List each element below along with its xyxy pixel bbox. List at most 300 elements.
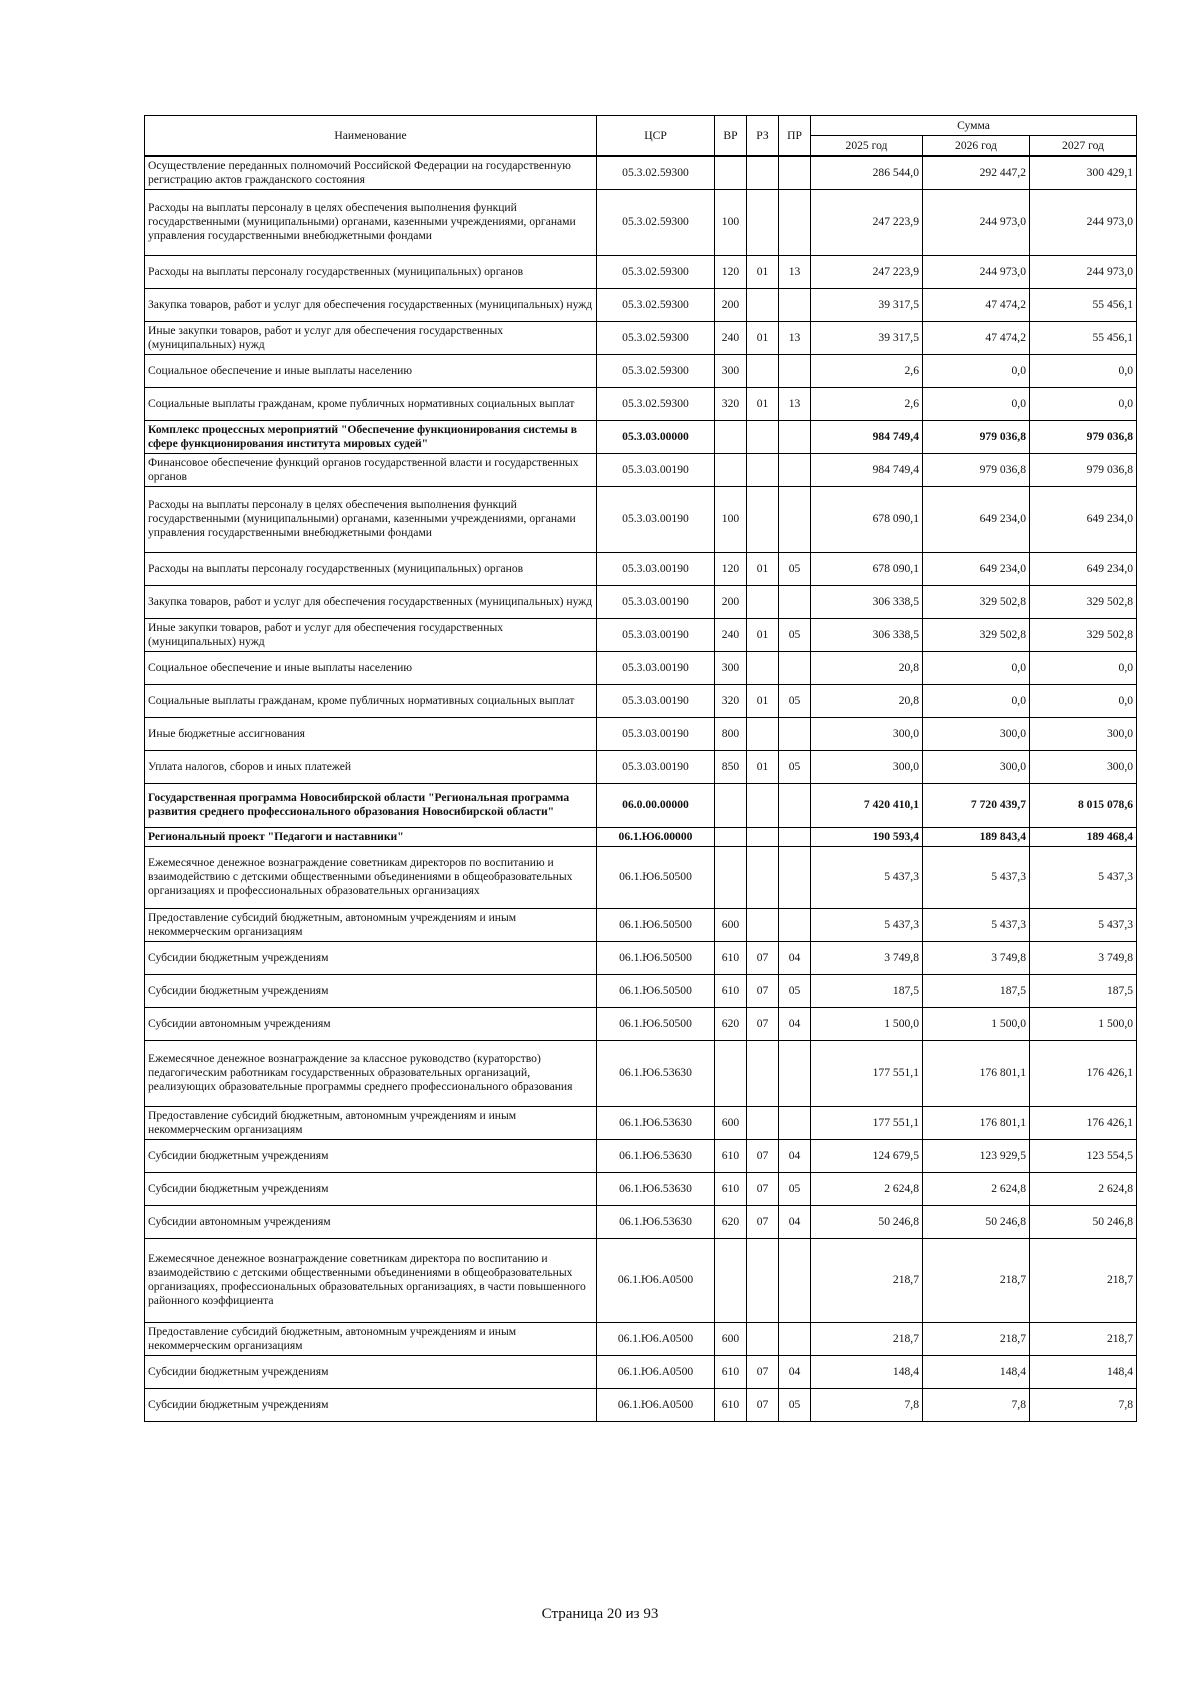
cell-2025: 678 090,1 — [811, 486, 923, 552]
cell-2027: 5 437,3 — [1030, 908, 1137, 941]
cell-2026: 47 474,2 — [923, 321, 1030, 354]
cell-vr: 600 — [715, 908, 747, 941]
cell-vr: 240 — [715, 618, 747, 651]
cell-rz: 01 — [747, 321, 779, 354]
cell-pr: 04 — [779, 941, 811, 974]
cell-name: Расходы на выплаты персоналу в целях обеспечения выполнения функций государственными (муниципальными) органами, казенными учреждениями, органами управления государственными внебюджетными фондами — [145, 486, 597, 552]
cell-vr: 100 — [715, 189, 747, 255]
cell-2027: 55 456,1 — [1030, 288, 1137, 321]
header-sum: Сумма — [811, 116, 1137, 136]
header-year-2026: 2026 год — [923, 136, 1030, 157]
cell-2025: 39 317,5 — [811, 288, 923, 321]
cell-name: Ежемесячное денежное вознаграждение советникам директоров по воспитанию и взаимодействию с детскими общественными объединениями в общеобразовательных организациях и профессиональных образовательных организациях — [145, 846, 597, 908]
cell-2026: 244 973,0 — [923, 189, 1030, 255]
cell-csr: 06.1.Ю6.50500 — [597, 908, 715, 941]
table-row — [145, 1007, 1137, 1040]
cell-pr — [779, 1040, 811, 1106]
cell-name: Расходы на выплаты персоналу в целях обеспечения выполнения функций государственными (муниципальными) органами, казенными учреждениями, органами управления государственными внебюджетными фондами — [145, 189, 597, 255]
cell-pr: 05 — [779, 1172, 811, 1205]
cell-csr: 05.3.03.00190 — [597, 552, 715, 585]
table-row — [145, 651, 1137, 684]
cell-rz — [747, 354, 779, 387]
cell-pr — [779, 783, 811, 827]
cell-rz: 01 — [747, 750, 779, 783]
cell-rz — [747, 1106, 779, 1139]
cell-rz: 01 — [747, 552, 779, 585]
cell-2026: 979 036,8 — [923, 453, 1030, 486]
cell-csr: 05.3.03.00190 — [597, 585, 715, 618]
cell-vr: 300 — [715, 354, 747, 387]
cell-rz: 07 — [747, 1172, 779, 1205]
cell-2026: 148,4 — [923, 1355, 1030, 1388]
cell-vr: 610 — [715, 941, 747, 974]
table-row — [145, 255, 1137, 288]
table-row — [145, 354, 1137, 387]
cell-2027: 0,0 — [1030, 354, 1137, 387]
cell-2027: 0,0 — [1030, 651, 1137, 684]
cell-name: Закупка товаров, работ и услуг для обеспечения государственных (муниципальных) нужд — [145, 585, 597, 618]
cell-vr: 120 — [715, 255, 747, 288]
cell-2027: 187,5 — [1030, 974, 1137, 1007]
cell-2026: 0,0 — [923, 684, 1030, 717]
cell-csr: 05.3.02.59300 — [597, 354, 715, 387]
cell-2027: 189 468,4 — [1030, 827, 1137, 846]
cell-csr: 05.3.03.00190 — [597, 618, 715, 651]
cell-csr: 06.1.Ю6.53630 — [597, 1040, 715, 1106]
cell-pr — [779, 717, 811, 750]
cell-name: Субсидии бюджетным учреждениям — [145, 941, 597, 974]
cell-rz: 07 — [747, 1355, 779, 1388]
cell-2026: 1 500,0 — [923, 1007, 1030, 1040]
cell-2027: 300 429,1 — [1030, 156, 1137, 189]
cell-2025: 286 544,0 — [811, 156, 923, 189]
table-row — [145, 1238, 1137, 1322]
page-number: Страница 20 из 93 — [541, 1606, 659, 1622]
header-csr: ЦСР — [597, 116, 715, 157]
cell-2025: 5 437,3 — [811, 908, 923, 941]
cell-vr: 200 — [715, 288, 747, 321]
cell-pr — [779, 827, 811, 846]
header-year-2027: 2027 год — [1030, 136, 1137, 157]
cell-pr — [779, 585, 811, 618]
table-row — [145, 1172, 1137, 1205]
cell-pr: 04 — [779, 1139, 811, 1172]
cell-pr — [779, 651, 811, 684]
cell-vr: 600 — [715, 1106, 747, 1139]
cell-csr: 05.3.03.00190 — [597, 651, 715, 684]
cell-vr: 300 — [715, 651, 747, 684]
cell-csr: 05.3.02.59300 — [597, 288, 715, 321]
cell-2026: 218,7 — [923, 1238, 1030, 1322]
cell-csr: 06.1.Ю6.53630 — [597, 1205, 715, 1238]
cell-csr: 05.3.03.00190 — [597, 486, 715, 552]
cell-2025: 218,7 — [811, 1322, 923, 1355]
table-row — [145, 1139, 1137, 1172]
cell-vr: 240 — [715, 321, 747, 354]
cell-name: Социальное обеспечение и иные выплаты населению — [145, 354, 597, 387]
cell-name: Региональный проект "Педагоги и наставники" — [145, 827, 597, 846]
cell-2026: 292 447,2 — [923, 156, 1030, 189]
cell-csr: 05.3.03.00000 — [597, 420, 715, 453]
header-year-2025: 2025 год — [811, 136, 923, 157]
table-row — [145, 846, 1137, 908]
cell-2025: 148,4 — [811, 1355, 923, 1388]
cell-name: Предоставление субсидий бюджетным, автономным учреждениям и иным некоммерческим организациям — [145, 908, 597, 941]
cell-2026: 5 437,3 — [923, 908, 1030, 941]
cell-2027: 5 437,3 — [1030, 846, 1137, 908]
table-row — [145, 156, 1137, 189]
cell-name: Предоставление субсидий бюджетным, автономным учреждениям и иным некоммерческим организациям — [145, 1322, 597, 1355]
cell-name: Государственная программа Новосибирской области "Региональная программа развития среднего профессионального образования Новосибирской области" — [145, 783, 597, 827]
cell-2027: 148,4 — [1030, 1355, 1137, 1388]
cell-2027: 50 246,8 — [1030, 1205, 1137, 1238]
cell-name: Ежемесячное денежное вознаграждение за классное руководство (кураторство) педагогическим работникам государственных образовательных организаций, реализующих образовательные программы среднего профессионального образования — [145, 1040, 597, 1106]
cell-vr: 850 — [715, 750, 747, 783]
cell-2026: 0,0 — [923, 387, 1030, 420]
cell-rz — [747, 585, 779, 618]
cell-2026: 300,0 — [923, 717, 1030, 750]
cell-pr — [779, 846, 811, 908]
cell-csr: 06.1.Ю6.А0500 — [597, 1355, 715, 1388]
cell-2026: 329 502,8 — [923, 618, 1030, 651]
cell-name: Комплекс процессных мероприятий "Обеспечение функционирования системы в сфере функционирования института мировых судей" — [145, 420, 597, 453]
cell-2027: 329 502,8 — [1030, 618, 1137, 651]
cell-csr: 06.1.Ю6.А0500 — [597, 1322, 715, 1355]
cell-csr: 06.1.Ю6.А0500 — [597, 1238, 715, 1322]
cell-2026: 50 246,8 — [923, 1205, 1030, 1238]
cell-csr: 05.3.02.59300 — [597, 387, 715, 420]
cell-csr: 06.1.Ю6.53630 — [597, 1139, 715, 1172]
cell-2026: 7 720 439,7 — [923, 783, 1030, 827]
budget-table — [144, 115, 1137, 1422]
cell-name: Социальное обеспечение и иные выплаты населению — [145, 651, 597, 684]
cell-csr: 06.1.Ю6.00000 — [597, 827, 715, 846]
cell-pr — [779, 1238, 811, 1322]
table-row — [145, 189, 1137, 255]
cell-vr: 620 — [715, 1205, 747, 1238]
cell-2026: 187,5 — [923, 974, 1030, 1007]
table-row — [145, 321, 1137, 354]
cell-2027: 649 234,0 — [1030, 552, 1137, 585]
table-row — [145, 717, 1137, 750]
cell-2026: 176 801,1 — [923, 1106, 1030, 1139]
cell-2027: 1 500,0 — [1030, 1007, 1137, 1040]
cell-2025: 187,5 — [811, 974, 923, 1007]
cell-csr: 06.1.Ю6.53630 — [597, 1106, 715, 1139]
cell-csr: 05.3.03.00190 — [597, 750, 715, 783]
cell-rz — [747, 908, 779, 941]
header-rz: РЗ — [747, 116, 779, 157]
cell-rz: 07 — [747, 1205, 779, 1238]
cell-pr — [779, 156, 811, 189]
cell-2027: 0,0 — [1030, 387, 1137, 420]
cell-vr: 610 — [715, 1139, 747, 1172]
cell-2026: 189 843,4 — [923, 827, 1030, 846]
table-row — [145, 552, 1137, 585]
table-row — [145, 783, 1137, 827]
cell-pr: 13 — [779, 321, 811, 354]
cell-pr — [779, 486, 811, 552]
cell-rz — [747, 288, 779, 321]
cell-2025: 190 593,4 — [811, 827, 923, 846]
cell-name: Расходы на выплаты персоналу государственных (муниципальных) органов — [145, 255, 597, 288]
cell-csr: 06.1.Ю6.50500 — [597, 941, 715, 974]
cell-2026: 3 749,8 — [923, 941, 1030, 974]
cell-2026: 300,0 — [923, 750, 1030, 783]
cell-vr: 620 — [715, 1007, 747, 1040]
cell-2026: 0,0 — [923, 651, 1030, 684]
cell-rz — [747, 420, 779, 453]
cell-2026: 329 502,8 — [923, 585, 1030, 618]
cell-2026: 649 234,0 — [923, 486, 1030, 552]
cell-2025: 7,8 — [811, 1388, 923, 1421]
cell-rz: 07 — [747, 941, 779, 974]
cell-name: Социальные выплаты гражданам, кроме публичных нормативных социальных выплат — [145, 684, 597, 717]
cell-name: Иные бюджетные ассигнования — [145, 717, 597, 750]
cell-2025: 247 223,9 — [811, 189, 923, 255]
cell-2027: 8 015 078,6 — [1030, 783, 1137, 827]
table-row — [145, 585, 1137, 618]
table-row — [145, 618, 1137, 651]
table-row — [145, 420, 1137, 453]
cell-2027: 244 973,0 — [1030, 255, 1137, 288]
cell-2025: 984 749,4 — [811, 453, 923, 486]
cell-rz — [747, 827, 779, 846]
cell-2025: 678 090,1 — [811, 552, 923, 585]
cell-2027: 979 036,8 — [1030, 453, 1137, 486]
cell-rz: 07 — [747, 1139, 779, 1172]
cell-2025: 300,0 — [811, 750, 923, 783]
cell-rz — [747, 651, 779, 684]
cell-2027: 218,7 — [1030, 1322, 1137, 1355]
cell-rz — [747, 189, 779, 255]
cell-2025: 2 624,8 — [811, 1172, 923, 1205]
cell-csr: 05.3.02.59300 — [597, 255, 715, 288]
cell-name: Уплата налогов, сборов и иных платежей — [145, 750, 597, 783]
cell-2027: 123 554,5 — [1030, 1139, 1137, 1172]
cell-pr: 13 — [779, 387, 811, 420]
cell-2025: 300,0 — [811, 717, 923, 750]
cell-2025: 39 317,5 — [811, 321, 923, 354]
cell-vr: 610 — [715, 1388, 747, 1421]
cell-2026: 5 437,3 — [923, 846, 1030, 908]
cell-pr — [779, 189, 811, 255]
cell-2027: 300,0 — [1030, 750, 1137, 783]
table-row — [145, 387, 1137, 420]
table-row — [145, 1205, 1137, 1238]
cell-vr: 610 — [715, 1172, 747, 1205]
cell-name: Субсидии бюджетным учреждениям — [145, 1355, 597, 1388]
cell-2025: 2,6 — [811, 387, 923, 420]
cell-pr — [779, 1322, 811, 1355]
cell-vr — [715, 1238, 747, 1322]
table-row — [145, 827, 1137, 846]
cell-rz: 01 — [747, 618, 779, 651]
cell-pr — [779, 453, 811, 486]
cell-vr — [715, 156, 747, 189]
cell-vr: 320 — [715, 387, 747, 420]
cell-rz: 01 — [747, 684, 779, 717]
cell-vr — [715, 420, 747, 453]
cell-csr: 06.1.Ю6.50500 — [597, 974, 715, 1007]
cell-2025: 20,8 — [811, 684, 923, 717]
cell-name: Иные закупки товаров, работ и услуг для обеспечения государственных (муниципальных) нужд — [145, 321, 597, 354]
header-vr: ВР — [715, 116, 747, 157]
cell-vr: 320 — [715, 684, 747, 717]
table-row — [145, 486, 1137, 552]
cell-vr — [715, 827, 747, 846]
table-row — [145, 1106, 1137, 1139]
cell-pr — [779, 354, 811, 387]
cell-csr: 06.1.Ю6.50500 — [597, 1007, 715, 1040]
cell-vr: 200 — [715, 585, 747, 618]
cell-2025: 306 338,5 — [811, 585, 923, 618]
cell-rz — [747, 156, 779, 189]
cell-vr: 120 — [715, 552, 747, 585]
cell-name: Осуществление переданных полномочий Российской Федерации на государственную регистрацию актов гражданского состояния — [145, 156, 597, 189]
table-row — [145, 453, 1137, 486]
header-pr: ПР — [779, 116, 811, 157]
cell-2025: 177 551,1 — [811, 1040, 923, 1106]
table-row — [145, 974, 1137, 1007]
cell-name: Субсидии бюджетным учреждениям — [145, 1172, 597, 1205]
cell-name: Закупка товаров, работ и услуг для обеспечения государственных (муниципальных) нужд — [145, 288, 597, 321]
cell-name: Финансовое обеспечение функций органов государственной власти и государственных органов — [145, 453, 597, 486]
cell-2027: 244 973,0 — [1030, 189, 1137, 255]
cell-2026: 218,7 — [923, 1322, 1030, 1355]
cell-vr: 610 — [715, 1355, 747, 1388]
table-row — [145, 1388, 1137, 1421]
cell-2027: 649 234,0 — [1030, 486, 1137, 552]
cell-pr: 04 — [779, 1355, 811, 1388]
cell-name: Субсидии бюджетным учреждениям — [145, 1139, 597, 1172]
table-row — [145, 1040, 1137, 1106]
cell-csr: 06.1.Ю6.А0500 — [597, 1388, 715, 1421]
table-row — [145, 908, 1137, 941]
cell-rz — [747, 1322, 779, 1355]
table-body — [145, 156, 1137, 1421]
cell-name: Субсидии бюджетным учреждениям — [145, 974, 597, 1007]
cell-2027: 329 502,8 — [1030, 585, 1137, 618]
cell-2026: 0,0 — [923, 354, 1030, 387]
cell-pr: 05 — [779, 750, 811, 783]
table-row — [145, 1355, 1137, 1388]
cell-pr: 05 — [779, 684, 811, 717]
cell-2025: 7 420 410,1 — [811, 783, 923, 827]
cell-2025: 306 338,5 — [811, 618, 923, 651]
cell-rz: 07 — [747, 1007, 779, 1040]
cell-pr: 04 — [779, 1007, 811, 1040]
table-row — [145, 750, 1137, 783]
cell-2025: 124 679,5 — [811, 1139, 923, 1172]
cell-2026: 244 973,0 — [923, 255, 1030, 288]
cell-rz — [747, 846, 779, 908]
cell-2027: 979 036,8 — [1030, 420, 1137, 453]
table-row — [145, 288, 1137, 321]
cell-vr: 100 — [715, 486, 747, 552]
cell-csr: 05.3.03.00190 — [597, 453, 715, 486]
cell-pr: 05 — [779, 552, 811, 585]
cell-pr — [779, 908, 811, 941]
cell-pr — [779, 420, 811, 453]
cell-pr: 13 — [779, 255, 811, 288]
cell-csr: 06.1.Ю6.50500 — [597, 846, 715, 908]
table-row — [145, 941, 1137, 974]
cell-2027: 3 749,8 — [1030, 941, 1137, 974]
cell-2027: 7,8 — [1030, 1388, 1137, 1421]
cell-2026: 979 036,8 — [923, 420, 1030, 453]
cell-2026: 649 234,0 — [923, 552, 1030, 585]
cell-csr: 06.1.Ю6.53630 — [597, 1172, 715, 1205]
cell-rz: 01 — [747, 387, 779, 420]
cell-2027: 218,7 — [1030, 1238, 1137, 1322]
cell-pr: 05 — [779, 974, 811, 1007]
cell-2025: 20,8 — [811, 651, 923, 684]
cell-2025: 1 500,0 — [811, 1007, 923, 1040]
cell-2027: 176 426,1 — [1030, 1040, 1137, 1106]
cell-2026: 2 624,8 — [923, 1172, 1030, 1205]
cell-vr — [715, 783, 747, 827]
cell-pr: 04 — [779, 1205, 811, 1238]
table-row — [145, 684, 1137, 717]
cell-vr — [715, 453, 747, 486]
cell-2025: 984 749,4 — [811, 420, 923, 453]
cell-vr: 800 — [715, 717, 747, 750]
cell-rz — [747, 783, 779, 827]
cell-rz — [747, 486, 779, 552]
cell-csr: 05.3.03.00190 — [597, 717, 715, 750]
cell-pr — [779, 1106, 811, 1139]
cell-name: Ежемесячное денежное вознаграждение советникам директора по воспитанию и взаимодействию с детскими общественными объединениями в общеобразовательных организациях, профессиональных образовательных организациях, в части повышенного районного коэффициента — [145, 1238, 597, 1322]
cell-rz: 07 — [747, 974, 779, 1007]
cell-2025: 5 437,3 — [811, 846, 923, 908]
cell-csr: 05.3.02.59300 — [597, 189, 715, 255]
cell-name: Предоставление субсидий бюджетным, автономным учреждениям и иным некоммерческим организациям — [145, 1106, 597, 1139]
cell-2027: 300,0 — [1030, 717, 1137, 750]
cell-rz — [747, 453, 779, 486]
cell-2025: 50 246,8 — [811, 1205, 923, 1238]
cell-name: Субсидии бюджетным учреждениям — [145, 1388, 597, 1421]
cell-csr: 06.0.00.00000 — [597, 783, 715, 827]
cell-rz — [747, 717, 779, 750]
cell-2025: 3 749,8 — [811, 941, 923, 974]
header-name: Наименование — [145, 116, 597, 157]
cell-2027: 2 624,8 — [1030, 1172, 1137, 1205]
cell-csr: 05.3.02.59300 — [597, 321, 715, 354]
table-header — [145, 116, 1137, 157]
cell-vr: 600 — [715, 1322, 747, 1355]
table-row — [145, 1322, 1137, 1355]
cell-name: Субсидии автономным учреждениям — [145, 1205, 597, 1238]
cell-2027: 0,0 — [1030, 684, 1137, 717]
cell-2026: 7,8 — [923, 1388, 1030, 1421]
cell-pr: 05 — [779, 1388, 811, 1421]
cell-2025: 177 551,1 — [811, 1106, 923, 1139]
cell-name: Социальные выплаты гражданам, кроме публичных нормативных социальных выплат — [145, 387, 597, 420]
cell-2025: 247 223,9 — [811, 255, 923, 288]
cell-2026: 123 929,5 — [923, 1139, 1030, 1172]
cell-2025: 2,6 — [811, 354, 923, 387]
cell-2027: 176 426,1 — [1030, 1106, 1137, 1139]
cell-vr — [715, 846, 747, 908]
cell-vr: 610 — [715, 974, 747, 1007]
cell-name: Иные закупки товаров, работ и услуг для обеспечения государственных (муниципальных) нужд — [145, 618, 597, 651]
cell-2026: 47 474,2 — [923, 288, 1030, 321]
cell-csr: 05.3.02.59300 — [597, 156, 715, 189]
cell-vr — [715, 1040, 747, 1106]
cell-2027: 55 456,1 — [1030, 321, 1137, 354]
cell-pr — [779, 288, 811, 321]
